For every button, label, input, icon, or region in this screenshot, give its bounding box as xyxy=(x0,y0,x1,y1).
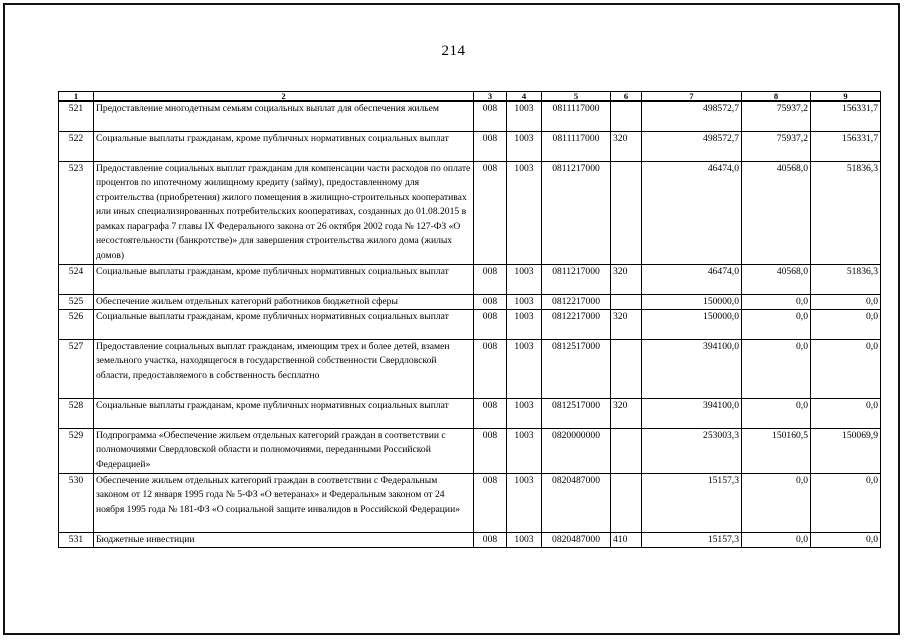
table-row xyxy=(59,473,881,532)
table-row xyxy=(59,428,881,473)
amount-col-8: 75937,2 xyxy=(742,131,811,161)
expense-type-code xyxy=(611,161,642,264)
section-code: 1003 xyxy=(507,428,542,473)
amount-col-9: 0,0 xyxy=(811,309,881,339)
amount-col-7: 498572,7 xyxy=(642,131,742,161)
section-code: 1003 xyxy=(507,294,542,309)
table-row xyxy=(59,398,881,428)
row-number: 522 xyxy=(59,131,94,161)
ministry-code: 008 xyxy=(474,473,507,532)
table-row xyxy=(59,101,881,131)
table-row xyxy=(59,309,881,339)
expense-type-code: 320 xyxy=(611,398,642,428)
column-header: 4 xyxy=(507,92,542,102)
amount-col-8: 0,0 xyxy=(742,532,811,547)
ministry-code: 008 xyxy=(474,339,507,398)
row-description: Социальные выплаты гражданам, кроме публичных нормативных социальных выплат xyxy=(94,264,474,294)
section-code: 1003 xyxy=(507,264,542,294)
section-code: 1003 xyxy=(507,131,542,161)
row-number: 524 xyxy=(59,264,94,294)
row-number: 530 xyxy=(59,473,94,532)
amount-col-9: 156331,7 xyxy=(811,131,881,161)
row-description: Обеспечение жильем отдельных категорий работников бюджетной сферы xyxy=(94,294,474,309)
row-description: Социальные выплаты гражданам, кроме публичных нормативных социальных выплат xyxy=(94,398,474,428)
row-description: Предоставление социальных выплат гражданам, имеющим трех и более детей, взамен земельного участка, находящегося в государственной собственности Свердловской области, предоставляемого в собственность бесплатно xyxy=(94,339,474,398)
section-code: 1003 xyxy=(507,339,542,398)
amount-col-9: 0,0 xyxy=(811,339,881,398)
amount-col-7: 253003,3 xyxy=(642,428,742,473)
target-code: 0811117000 xyxy=(542,131,611,161)
amount-col-8: 0,0 xyxy=(742,473,811,532)
column-header: 8 xyxy=(742,92,811,102)
amount-col-7: 150000,0 xyxy=(642,309,742,339)
target-code: 0811117000 xyxy=(542,101,611,131)
ministry-code: 008 xyxy=(474,131,507,161)
table-row xyxy=(59,161,881,264)
expense-type-code xyxy=(611,101,642,131)
amount-col-9: 0,0 xyxy=(811,294,881,309)
target-code: 0811217000 xyxy=(542,161,611,264)
ministry-code: 008 xyxy=(474,264,507,294)
table-row xyxy=(59,339,881,398)
expense-type-code: 320 xyxy=(611,131,642,161)
ministry-code: 008 xyxy=(474,428,507,473)
target-code: 0820487000 xyxy=(542,532,611,547)
target-code: 0820487000 xyxy=(542,473,611,532)
amount-col-9: 150069,9 xyxy=(811,428,881,473)
amount-col-9: 0,0 xyxy=(811,473,881,532)
row-number: 527 xyxy=(59,339,94,398)
ministry-code: 008 xyxy=(474,309,507,339)
target-code: 0812517000 xyxy=(542,339,611,398)
column-header: 2 xyxy=(94,92,474,102)
target-code: 0811217000 xyxy=(542,264,611,294)
target-code: 0812517000 xyxy=(542,398,611,428)
row-description: Социальные выплаты гражданам, кроме публичных нормативных социальных выплат xyxy=(94,131,474,161)
amount-col-7: 46474,0 xyxy=(642,264,742,294)
amount-col-8: 75937,2 xyxy=(742,101,811,131)
amount-col-8: 0,0 xyxy=(742,294,811,309)
section-code: 1003 xyxy=(507,101,542,131)
row-description: Обеспечение жильем отдельных категорий граждан в соответствии с Федеральным законом от 12 января 1995 года № 5-ФЗ «О ветеранах» и Федеральным законом от 24 ноября 1995 года № 181-ФЗ «О социальной защите инвалидов в Российской Федерации» xyxy=(94,473,474,532)
amount-col-7: 15157,3 xyxy=(642,532,742,547)
row-number: 525 xyxy=(59,294,94,309)
expense-type-code xyxy=(611,473,642,532)
amount-col-8: 40568,0 xyxy=(742,264,811,294)
amount-col-7: 498572,7 xyxy=(642,101,742,131)
row-description: Предоставление социальных выплат гражданам для компенсации части расходов по оплате процентов по ипотечному жилищному кредиту (займу), предоставленному для строительства (приобретения) жилого помещения в жилищно-строительных кооперативах или иных специализированных потребительских кооперативах, созданных до 01.08.2015 в рамках параграфа 7 главы IX Федерального закона от 26 октября 2002 года № 127-ФЗ «О несостоятельности (банкротстве)» для завершения строительства жилого дома (жилых домов) xyxy=(94,161,474,264)
target-code: 0820000000 xyxy=(542,428,611,473)
amount-col-9: 156331,7 xyxy=(811,101,881,131)
amount-col-9: 51836,3 xyxy=(811,264,881,294)
document-page xyxy=(3,3,900,635)
amount-col-7: 394100,0 xyxy=(642,398,742,428)
table-row xyxy=(59,294,881,309)
column-header: 9 xyxy=(811,92,881,102)
amount-col-7: 15157,3 xyxy=(642,473,742,532)
amount-col-8: 0,0 xyxy=(742,309,811,339)
amount-col-7: 394100,0 xyxy=(642,339,742,398)
amount-col-9: 51836,3 xyxy=(811,161,881,264)
row-number: 521 xyxy=(59,101,94,131)
ministry-code: 008 xyxy=(474,532,507,547)
table-row xyxy=(59,131,881,161)
target-code: 0812217000 xyxy=(542,294,611,309)
amount-col-9: 0,0 xyxy=(811,532,881,547)
budget-table xyxy=(58,91,881,548)
column-header: 1 xyxy=(59,92,94,102)
ministry-code: 008 xyxy=(474,101,507,131)
amount-col-8: 0,0 xyxy=(742,339,811,398)
row-number: 528 xyxy=(59,398,94,428)
column-header: 3 xyxy=(474,92,507,102)
amount-col-8: 40568,0 xyxy=(742,161,811,264)
table-row xyxy=(59,264,881,294)
amount-col-9: 0,0 xyxy=(811,398,881,428)
amount-col-7: 46474,0 xyxy=(642,161,742,264)
table-row xyxy=(59,532,881,547)
amount-col-8: 150160,5 xyxy=(742,428,811,473)
ministry-code: 008 xyxy=(474,161,507,264)
column-header: 5 xyxy=(542,92,611,102)
page-number: 214 xyxy=(441,43,466,59)
section-code: 1003 xyxy=(507,161,542,264)
expense-type-code: 320 xyxy=(611,309,642,339)
table-header-row xyxy=(59,92,881,102)
section-code: 1003 xyxy=(507,309,542,339)
row-number: 529 xyxy=(59,428,94,473)
row-number: 523 xyxy=(59,161,94,264)
column-header: 7 xyxy=(642,92,742,102)
expense-type-code xyxy=(611,428,642,473)
amount-col-7: 150000,0 xyxy=(642,294,742,309)
ministry-code: 008 xyxy=(474,294,507,309)
row-description: Бюджетные инвестиции xyxy=(94,532,474,547)
expense-type-code: 410 xyxy=(611,532,642,547)
row-description: Социальные выплаты гражданам, кроме публичных нормативных социальных выплат xyxy=(94,309,474,339)
section-code: 1003 xyxy=(507,532,542,547)
expense-type-code xyxy=(611,339,642,398)
row-description: Подпрограмма «Обеспечение жильем отдельных категорий граждан в соответствии с полномочиями Свердловской области и полномочиями, переданными Российской Федерацией» xyxy=(94,428,474,473)
expense-type-code xyxy=(611,294,642,309)
section-code: 1003 xyxy=(507,398,542,428)
amount-col-8: 0,0 xyxy=(742,398,811,428)
column-header: 6 xyxy=(611,92,642,102)
row-number: 531 xyxy=(59,532,94,547)
ministry-code: 008 xyxy=(474,398,507,428)
row-number: 526 xyxy=(59,309,94,339)
section-code: 1003 xyxy=(507,473,542,532)
target-code: 0812217000 xyxy=(542,309,611,339)
expense-type-code: 320 xyxy=(611,264,642,294)
row-description: Предоставление многодетным семьям социальных выплат для обеспечения жильем xyxy=(94,101,474,131)
